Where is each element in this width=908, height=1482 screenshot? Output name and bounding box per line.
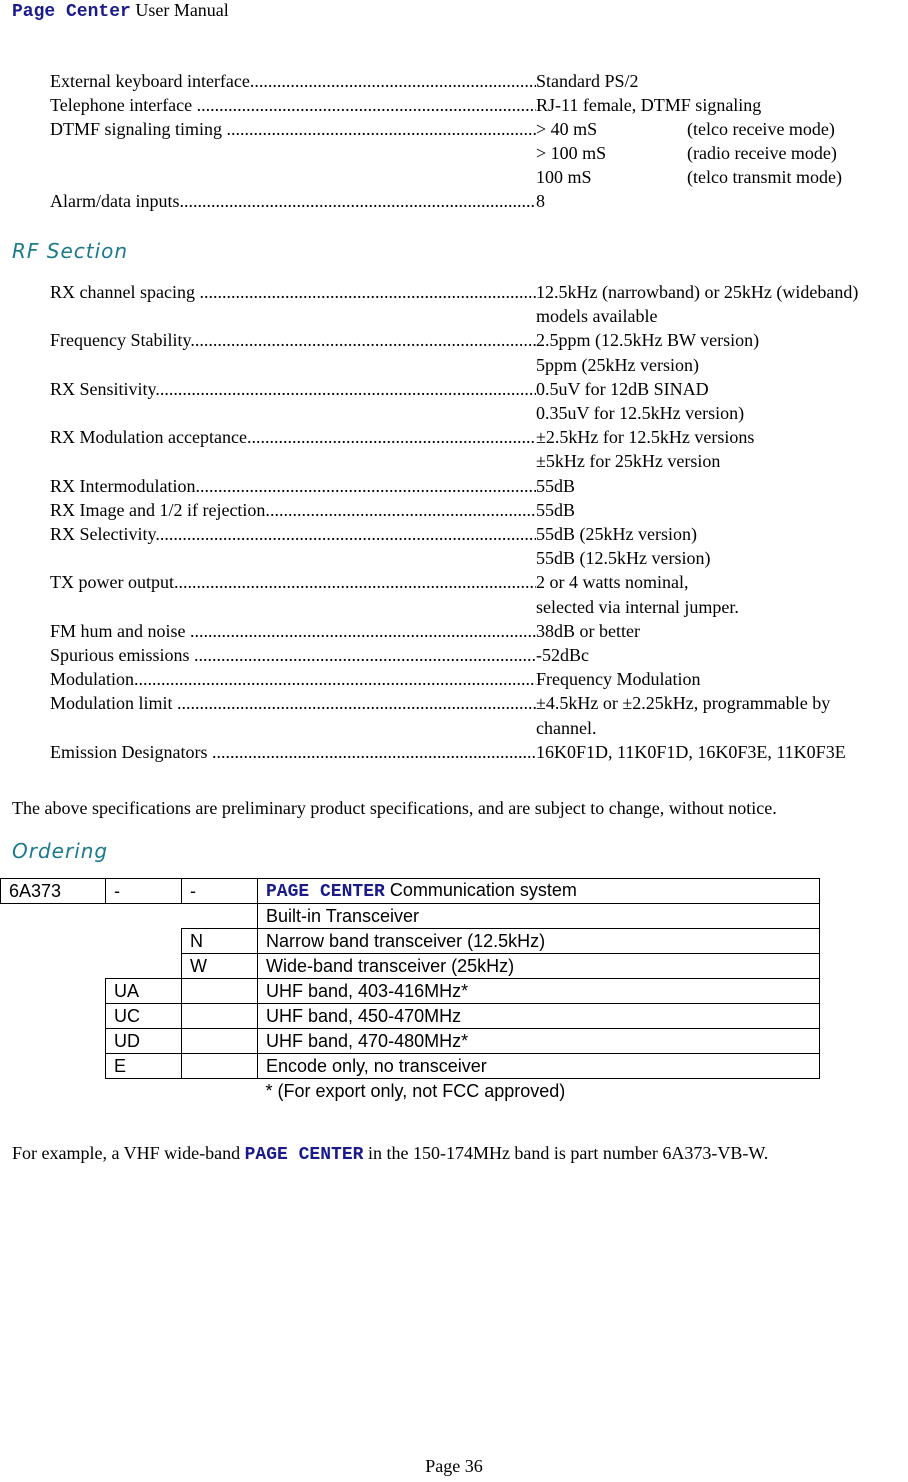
spec-row <box>50 93 908 117</box>
option-desc: Narrow band transceiver (12.5kHz) <box>258 929 820 954</box>
spec-value: 5ppm (25kHz version) <box>536 355 699 375</box>
spec-value: RJ-11 female, DTMF signaling <box>536 95 762 115</box>
ordering-row-builtin <box>1 904 820 929</box>
option-desc: UHF band, 450-470MHz <box>258 1004 820 1029</box>
option-dash: - <box>182 879 258 904</box>
rf-spec-row-cont <box>50 449 908 473</box>
option-code: UA <box>106 979 182 1004</box>
spec-value: 0.35uV for 12.5kHz version) <box>536 403 745 423</box>
spec-label: Telephone interface ..... <box>50 93 536 117</box>
rf-spec-row-cont <box>50 304 908 328</box>
example-suffix: in the 150-174MHz band is part number 6A373-VB-W. <box>363 1143 769 1163</box>
spec-label: Alarm/data inputs ..... <box>50 189 536 213</box>
rf-spec-row <box>50 498 908 522</box>
spec-value: 55dB <box>536 500 576 520</box>
spec-value: > 40 mS <box>536 119 598 139</box>
option-desc: UHF band, 470-480MHz* <box>258 1029 820 1054</box>
spec-value: 55dB <box>536 476 576 496</box>
spec-value: Standard PS/2 <box>536 71 639 91</box>
spec-value: -52dBc <box>536 645 589 665</box>
option-code: N <box>182 929 258 954</box>
rf-spec-row <box>50 740 908 764</box>
option-dash: - <box>106 879 182 904</box>
option-desc: Wide-band transceiver (25kHz) <box>258 954 820 979</box>
spec-label: RX Image and 1/2 if rejection. ..... <box>50 498 536 522</box>
rf-spec-row-cont <box>50 353 908 377</box>
rf-spec-row <box>50 570 908 594</box>
spec-label: Modulation limit ..... <box>50 691 536 715</box>
spec-row-cont <box>50 165 908 189</box>
spec-label: RX channel spacing ..... <box>50 280 536 304</box>
spec-mode: (telco transmit mode) <box>687 167 842 187</box>
option-code: W <box>182 954 258 979</box>
spec-value: 100 mS <box>536 167 592 187</box>
ordering-table <box>0 878 820 1103</box>
rf-spec-row <box>50 377 908 401</box>
rf-spec-row <box>50 667 908 691</box>
spec-value: 16K0F1D, 11K0F1D, 16K0F3E, 11K0F3E <box>536 742 846 762</box>
page-header <box>12 0 229 22</box>
spec-label: Emission Designators ..... <box>50 740 536 764</box>
rf-spec-row <box>50 425 908 449</box>
ordering-row-band <box>1 1054 820 1079</box>
rf-spec-row-cont <box>50 546 908 570</box>
spec-row <box>50 117 908 141</box>
spec-label: External keyboard interface ..... <box>50 69 536 93</box>
option-code: UC <box>106 1004 182 1029</box>
spec-value: ±5kHz for 25kHz version <box>536 451 721 471</box>
spec-label: Frequency Stability ..... <box>50 328 536 352</box>
rf-spec-row <box>50 522 908 546</box>
ordering-row-base <box>1 879 820 904</box>
option-desc: Encode only, no transceiver <box>258 1054 820 1079</box>
base-desc-text: Communication system <box>384 880 577 900</box>
spec-row <box>50 69 908 93</box>
ordering-row-band <box>1 979 820 1004</box>
option-desc: UHF band, 403-416MHz* <box>258 979 820 1004</box>
spec-value: ±2.5kHz for 12.5kHz versions <box>536 427 755 447</box>
spec-value: 55dB (12.5kHz version) <box>536 548 711 568</box>
spec-label: RX Modulation acceptance ..... <box>50 425 536 449</box>
spec-label: DTMF signaling timing ..... <box>50 117 536 141</box>
base-description <box>258 879 820 904</box>
rf-spec-row <box>50 619 908 643</box>
spec-value: 2 or 4 watts nominal, <box>536 572 689 592</box>
rf-spec-row <box>50 643 908 667</box>
spec-mode: (telco receive mode) <box>687 119 835 139</box>
rf-spec-row-cont <box>50 401 908 425</box>
option-empty <box>182 1029 258 1054</box>
page-number: Page 36 <box>425 1456 483 1476</box>
brand-name: PAGE CENTER <box>244 1145 364 1165</box>
spec-label: Spurious emissions ..... <box>50 643 536 667</box>
disclaimer: The above specifications are preliminary product specifications, and are subject to change, without notice. <box>12 798 777 818</box>
option-code: UD <box>106 1029 182 1054</box>
part-number: 6A373 <box>1 879 106 904</box>
ordering-footnote: * (For export only, not FCC approved) <box>265 1081 566 1101</box>
option-empty <box>182 1004 258 1029</box>
spec-value: selected via internal jumper. <box>536 597 739 617</box>
rf-spec-row-cont <box>50 716 908 740</box>
spec-label: RX Sensitivity ..... <box>50 377 536 401</box>
rf-section-heading: RF Section <box>12 239 129 263</box>
spec-value: Frequency Modulation <box>536 669 701 689</box>
spec-label: RX Intermodulation ..... <box>50 474 536 498</box>
rf-spec-row-cont <box>50 595 908 619</box>
spec-value: channel. <box>536 718 597 738</box>
option-empty <box>182 1054 258 1079</box>
spec-value: 8 <box>536 191 545 211</box>
spec-value: 38dB or better <box>536 621 640 641</box>
ordering-row-bandwidth <box>1 929 820 954</box>
rf-spec-row <box>50 328 908 352</box>
spec-value: 12.5kHz (narrowband) or 25kHz (wideband) <box>536 282 859 302</box>
spec-label: TX power output ..... <box>50 570 536 594</box>
rf-spec-row <box>50 280 908 304</box>
brand-name: PAGE CENTER <box>266 882 385 902</box>
ordering-row-band <box>1 1029 820 1054</box>
spec-value: > 100 mS <box>536 143 607 163</box>
ordering-row-band <box>1 1004 820 1029</box>
spec-label: FM hum and noise ..... <box>50 619 536 643</box>
spec-value: models available <box>536 306 658 326</box>
ordering-heading: Ordering <box>12 839 109 863</box>
header-title: User Manual <box>135 0 229 20</box>
spec-row-cont <box>50 141 908 165</box>
ordering-row-bandwidth <box>1 954 820 979</box>
option-empty <box>182 979 258 1004</box>
header-brand: Page Center <box>12 2 131 22</box>
example-paragraph <box>12 1143 768 1165</box>
rf-spec-row <box>50 474 908 498</box>
builtin-label: Built-in Transceiver <box>258 904 820 929</box>
spec-value: 0.5uV for 12dB SINAD <box>536 379 709 399</box>
option-code: E <box>106 1054 182 1079</box>
spec-value: 55dB (25kHz version) <box>536 524 697 544</box>
spec-label: RX Selectivity ..... <box>50 522 536 546</box>
spec-mode: (radio receive mode) <box>687 143 837 163</box>
spec-value: ±4.5kHz or ±2.25kHz, programmable by <box>536 693 831 713</box>
spec-value: 2.5ppm (12.5kHz BW version) <box>536 330 760 350</box>
spec-label: Modulation ..... <box>50 667 536 691</box>
rf-spec-row <box>50 691 908 715</box>
spec-row <box>50 189 908 213</box>
ordering-footnote-row <box>1 1079 820 1104</box>
example-prefix: For example, a VHF wide-band <box>12 1143 245 1163</box>
